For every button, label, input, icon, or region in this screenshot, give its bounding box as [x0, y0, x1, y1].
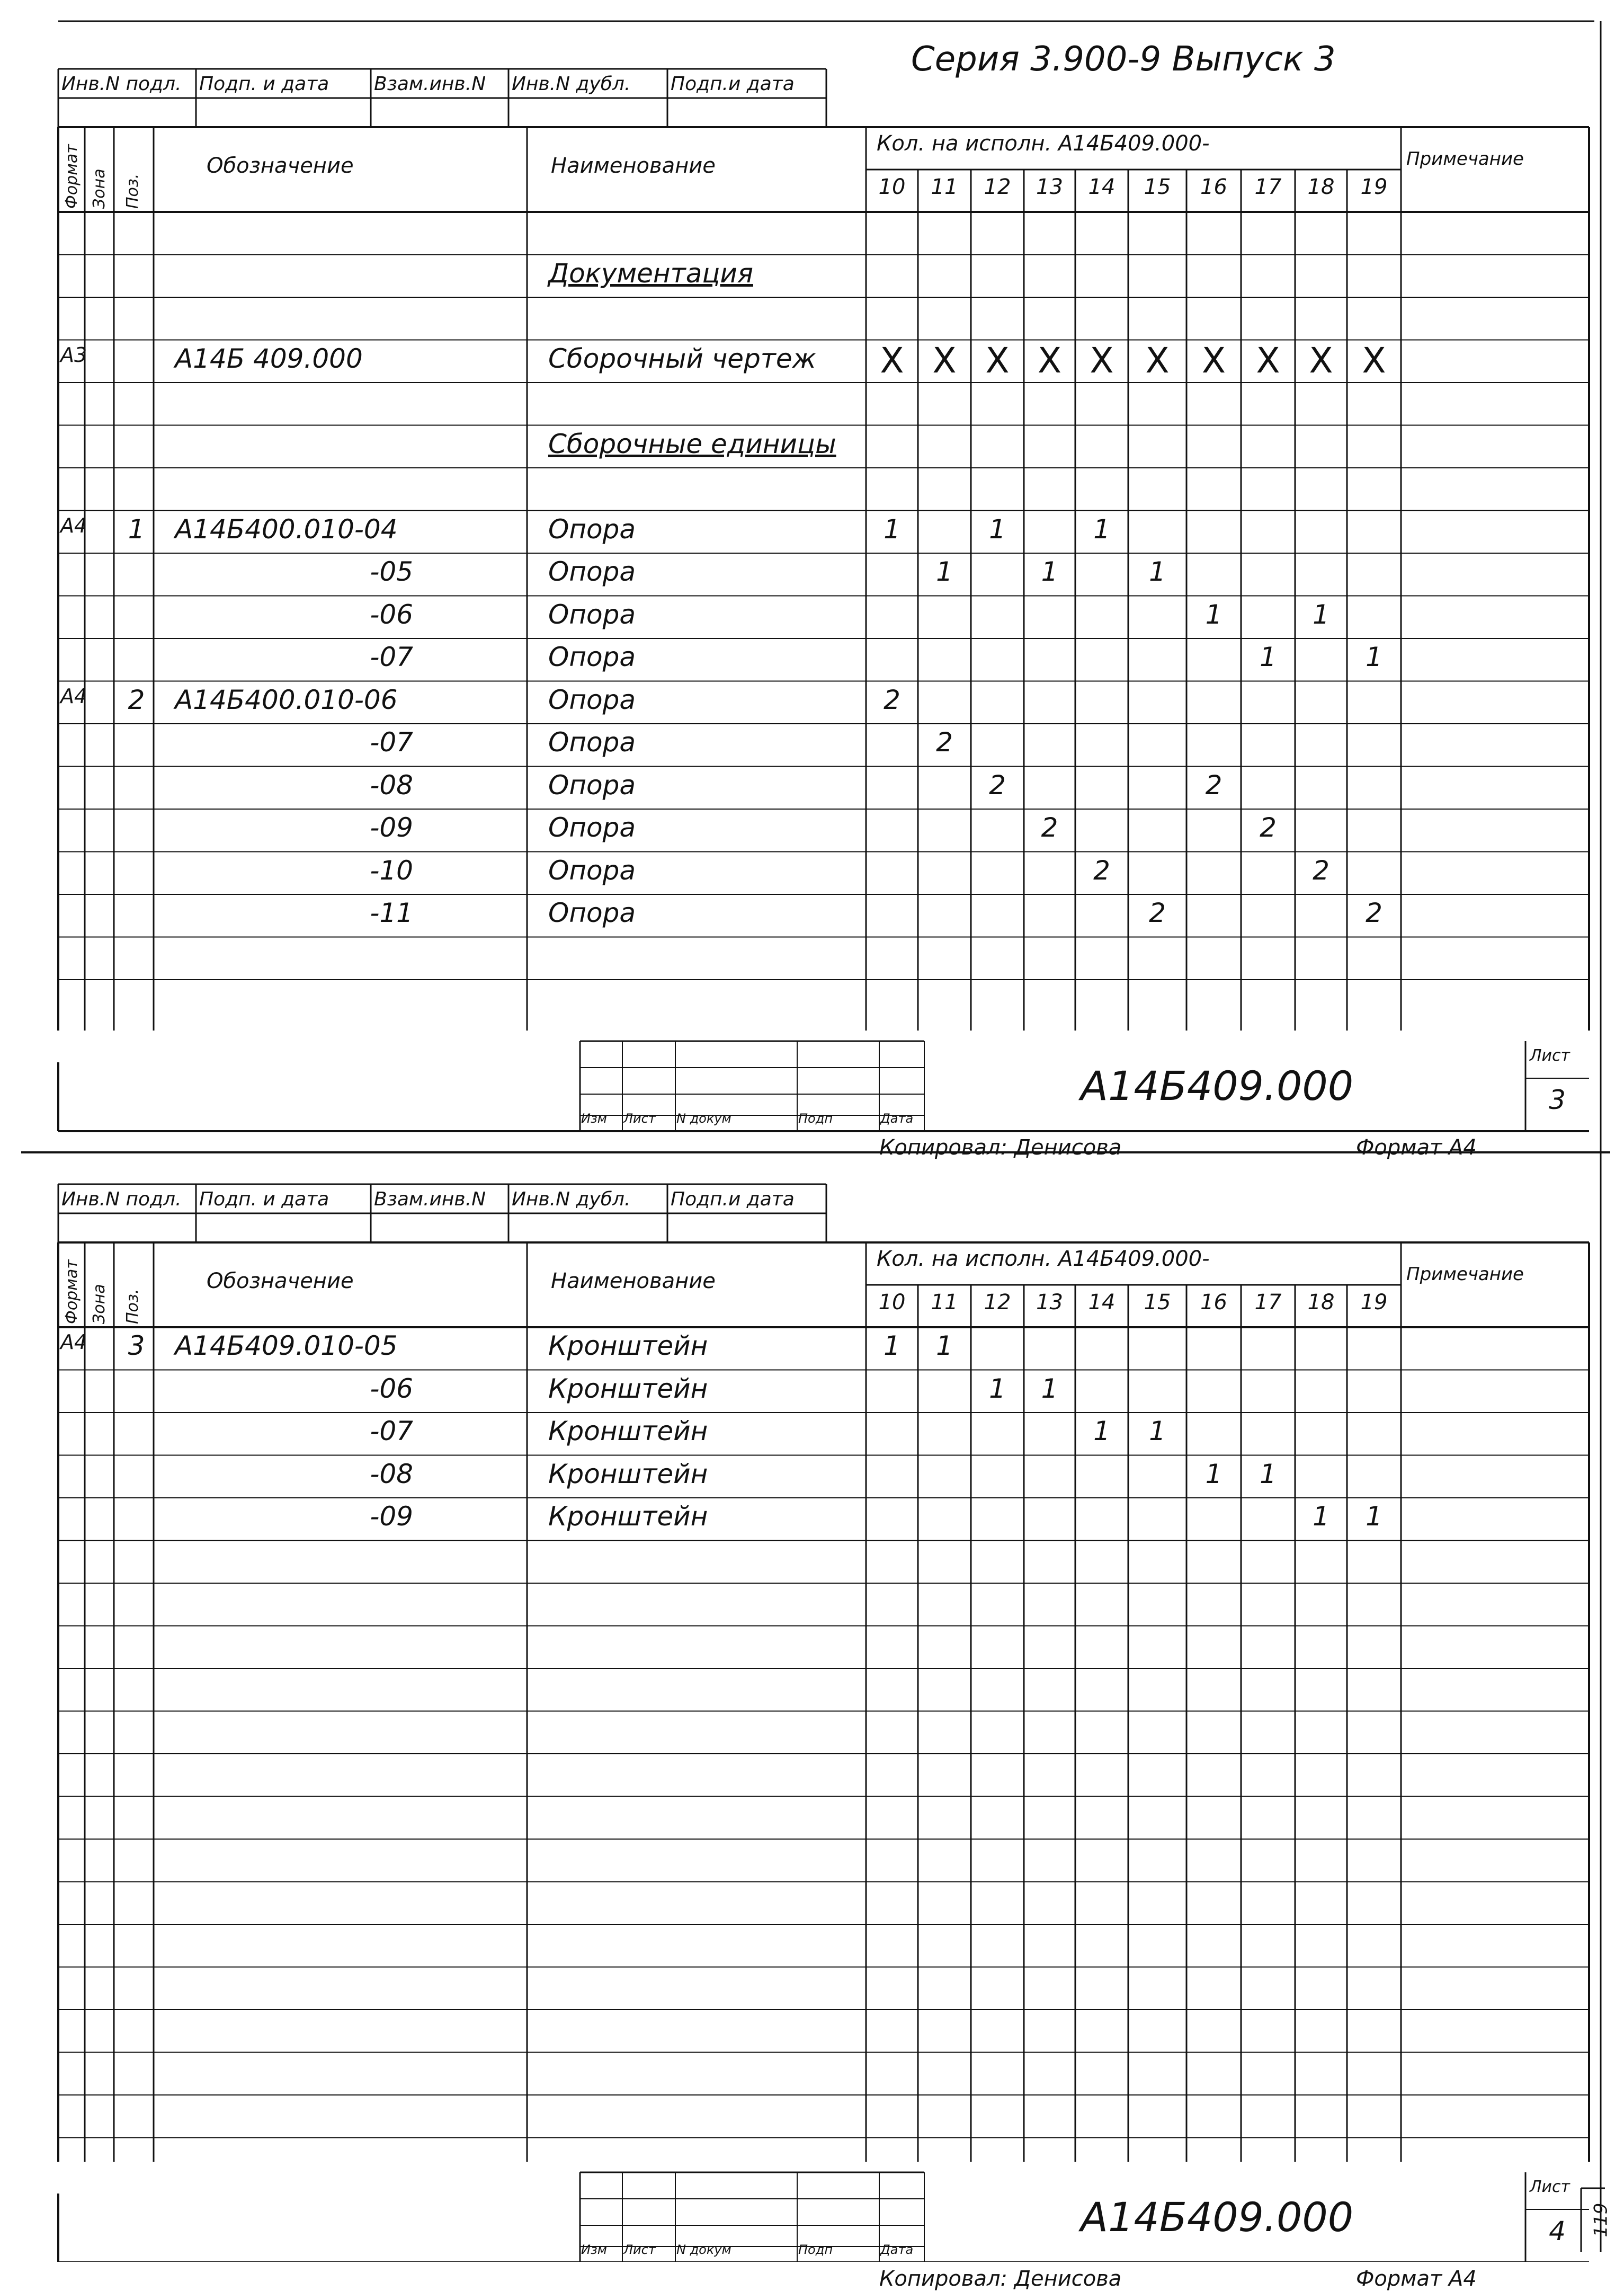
header-variant: 10 [878, 1290, 906, 1315]
qty-value: 1 [1366, 642, 1382, 673]
qty-value: 1 [1041, 556, 1058, 588]
row-name: Опора [548, 855, 636, 886]
title-block-label: N докум [676, 2242, 731, 2257]
header-variant: 19 [1360, 1290, 1388, 1315]
row-designation: -08 [370, 1458, 413, 1489]
row-designation: -09 [370, 812, 413, 843]
cross-mark: X [932, 340, 957, 381]
row-designation: -07 [370, 727, 413, 758]
header-note: Примечание [1406, 1264, 1524, 1285]
row-name: Кронштейн [548, 1373, 708, 1404]
qty-value: 1 [936, 1330, 953, 1362]
document-code: А14Б409.000 [1081, 2194, 1354, 2241]
stamp-label: Подп. и дата [199, 1188, 329, 1210]
header-variant: 15 [1144, 175, 1171, 199]
copied-by: Копировал: Денисова [879, 2267, 1122, 2291]
sheet-number: 4 [1549, 2216, 1566, 2246]
section-heading: Сборочные единицы [548, 428, 836, 459]
header-variant: 11 [931, 1290, 958, 1315]
row-designation: -07 [370, 642, 413, 673]
header-designation: Обозначение [207, 154, 354, 178]
header-variant: 17 [1254, 175, 1282, 199]
header-name: Наименование [551, 154, 716, 178]
row-name: Опора [548, 513, 636, 545]
title-block-label: Подп [798, 2242, 833, 2257]
qty-value: 2 [1313, 855, 1329, 886]
row-name: Кронштейн [548, 1501, 708, 1532]
row-name: Опора [548, 898, 636, 929]
row-name: Опора [548, 727, 636, 758]
qty-value: 1 [989, 513, 1006, 545]
title-block-label: Изм [581, 2242, 607, 2257]
cross-mark: X [1145, 340, 1170, 381]
row-designation: -06 [370, 599, 413, 630]
row-designation: -11 [370, 898, 413, 929]
header-zone: Зона [90, 168, 109, 209]
row-name: Опора [548, 769, 636, 801]
header-qty-title: Кол. на исполн. А14Б409.000- [877, 131, 1210, 156]
title-block-label: Дата [880, 2242, 914, 2257]
stamp-label: Инв.N подл. [61, 1188, 182, 1210]
series-title: Серия 3.900-9 Выпуск 3 [911, 40, 1336, 79]
stamp-label: Подп. и дата [199, 73, 329, 95]
qty-value: 1 [1260, 642, 1277, 673]
header-pos: Поз. [123, 1289, 142, 1324]
header-variant: 17 [1254, 1290, 1282, 1315]
header-format: Формат [63, 1259, 81, 1324]
page-number: 119 [1590, 2203, 1612, 2237]
header-variant: 16 [1200, 175, 1227, 199]
qty-value: 2 [1205, 769, 1223, 801]
qty-value: 1 [1313, 1501, 1329, 1532]
row-name: Сборочный чертеж [548, 343, 816, 374]
row-position: 2 [128, 684, 145, 715]
qty-value: 1 [989, 1373, 1006, 1404]
header-name: Наименование [551, 1269, 716, 1293]
header-variant: 19 [1360, 175, 1388, 199]
row-designation: -05 [370, 556, 413, 588]
row-designation: А14Б 409.000 [175, 343, 363, 374]
header-variant: 18 [1307, 1290, 1335, 1315]
header-note: Примечание [1406, 148, 1524, 170]
cross-mark: X [985, 340, 1010, 381]
header-qty-title: Кол. на исполн. А14Б409.000- [877, 1247, 1210, 1271]
header-pos: Поз. [123, 173, 142, 209]
qty-value: 1 [1366, 1501, 1382, 1532]
sheet-label: Лист [1530, 2178, 1571, 2196]
qty-value: 1 [1313, 599, 1329, 630]
header-variant: 15 [1144, 1290, 1171, 1315]
row-designation: -09 [370, 1501, 413, 1532]
title-block-label: Лист [623, 1111, 656, 1126]
row-designation: А14Б409.010-05 [175, 1330, 398, 1362]
header-variant: 12 [984, 175, 1011, 199]
qty-value: 1 [1041, 1373, 1058, 1404]
qty-value: 1 [884, 513, 900, 545]
header-variant: 11 [931, 175, 958, 199]
qty-value: 1 [936, 556, 953, 588]
header-variant: 10 [878, 175, 906, 199]
sheet-label: Лист [1530, 1046, 1571, 1065]
qty-value: 2 [1260, 812, 1277, 843]
row-name: Опора [548, 642, 636, 673]
cross-mark: X [1256, 340, 1280, 381]
row-format: А4 [60, 684, 87, 708]
header-variant: 13 [1036, 175, 1063, 199]
qty-value: 2 [936, 727, 953, 758]
sheet-number: 3 [1549, 1085, 1566, 1115]
section-heading: Документация [548, 257, 753, 289]
row-name: Кронштейн [548, 1330, 708, 1362]
stamp-label: Инв.N подл. [61, 73, 182, 95]
copied-by: Копировал: Денисова [879, 1135, 1122, 1160]
title-block-label: N докум [676, 1111, 731, 1126]
qty-value: 1 [1205, 599, 1223, 630]
stamp-label: Взам.инв.N [374, 1188, 486, 1210]
title-block-label: Подп [798, 1111, 833, 1126]
row-designation: -06 [370, 1373, 413, 1404]
title-block-label: Дата [880, 1111, 914, 1126]
qty-value: 2 [1093, 855, 1110, 886]
document-code: А14Б409.000 [1081, 1062, 1354, 1109]
cross-mark: X [1090, 340, 1114, 381]
row-name: Опора [548, 599, 636, 630]
row-name: Кронштейн [548, 1416, 708, 1447]
row-name: Кронштейн [548, 1458, 708, 1489]
header-variant: 12 [984, 1290, 1011, 1315]
qty-value: 2 [989, 769, 1006, 801]
format-label: Формат А4 [1356, 2267, 1477, 2291]
qty-value: 1 [1093, 513, 1110, 545]
header-variant: 14 [1088, 1290, 1116, 1315]
row-format: А3 [60, 343, 87, 367]
row-position: 3 [128, 1330, 145, 1362]
qty-value: 1 [1260, 1458, 1277, 1489]
format-label: Формат А4 [1356, 1135, 1477, 1160]
cross-mark: X [1037, 340, 1062, 381]
row-designation: -08 [370, 769, 413, 801]
header-variant: 13 [1036, 1290, 1063, 1315]
row-name: Опора [548, 812, 636, 843]
row-name: Опора [548, 556, 636, 588]
qty-value: 2 [1366, 898, 1382, 929]
header-format: Формат [63, 144, 81, 209]
stamp-label: Взам.инв.N [374, 73, 486, 95]
qty-value: 1 [1149, 1416, 1166, 1447]
qty-value: 1 [1205, 1458, 1223, 1489]
qty-value: 2 [1041, 812, 1058, 843]
header-variant: 18 [1307, 175, 1335, 199]
stamp-label: Подп.и дата [671, 1188, 795, 1210]
header-variant: 16 [1200, 1290, 1227, 1315]
qty-value: 1 [1093, 1416, 1110, 1447]
cross-mark: X [880, 340, 904, 381]
row-position: 1 [128, 513, 145, 545]
stamp-label: Подп.и дата [671, 73, 795, 95]
row-designation: А14Б400.010-06 [175, 684, 398, 715]
title-block-label: Изм [581, 1111, 607, 1126]
stamp-label: Инв.N дубл. [512, 1188, 631, 1210]
title-block-label: Лист [623, 2242, 656, 2257]
qty-value: 2 [1149, 898, 1166, 929]
row-format: А4 [60, 513, 87, 537]
row-designation: -10 [370, 855, 413, 886]
qty-value: 2 [884, 684, 900, 715]
header-zone: Зона [90, 1284, 109, 1324]
cross-mark: X [1201, 340, 1226, 381]
row-designation: -07 [370, 1416, 413, 1447]
row-format: А4 [60, 1330, 87, 1354]
header-designation: Обозначение [207, 1269, 354, 1293]
header-variant: 14 [1088, 175, 1116, 199]
cross-mark: X [1309, 340, 1333, 381]
cross-mark: X [1362, 340, 1386, 381]
qty-value: 1 [1149, 556, 1166, 588]
stamp-label: Инв.N дубл. [512, 73, 631, 95]
row-name: Опора [548, 684, 636, 715]
qty-value: 1 [884, 1330, 900, 1362]
row-designation: А14Б400.010-04 [175, 513, 398, 545]
